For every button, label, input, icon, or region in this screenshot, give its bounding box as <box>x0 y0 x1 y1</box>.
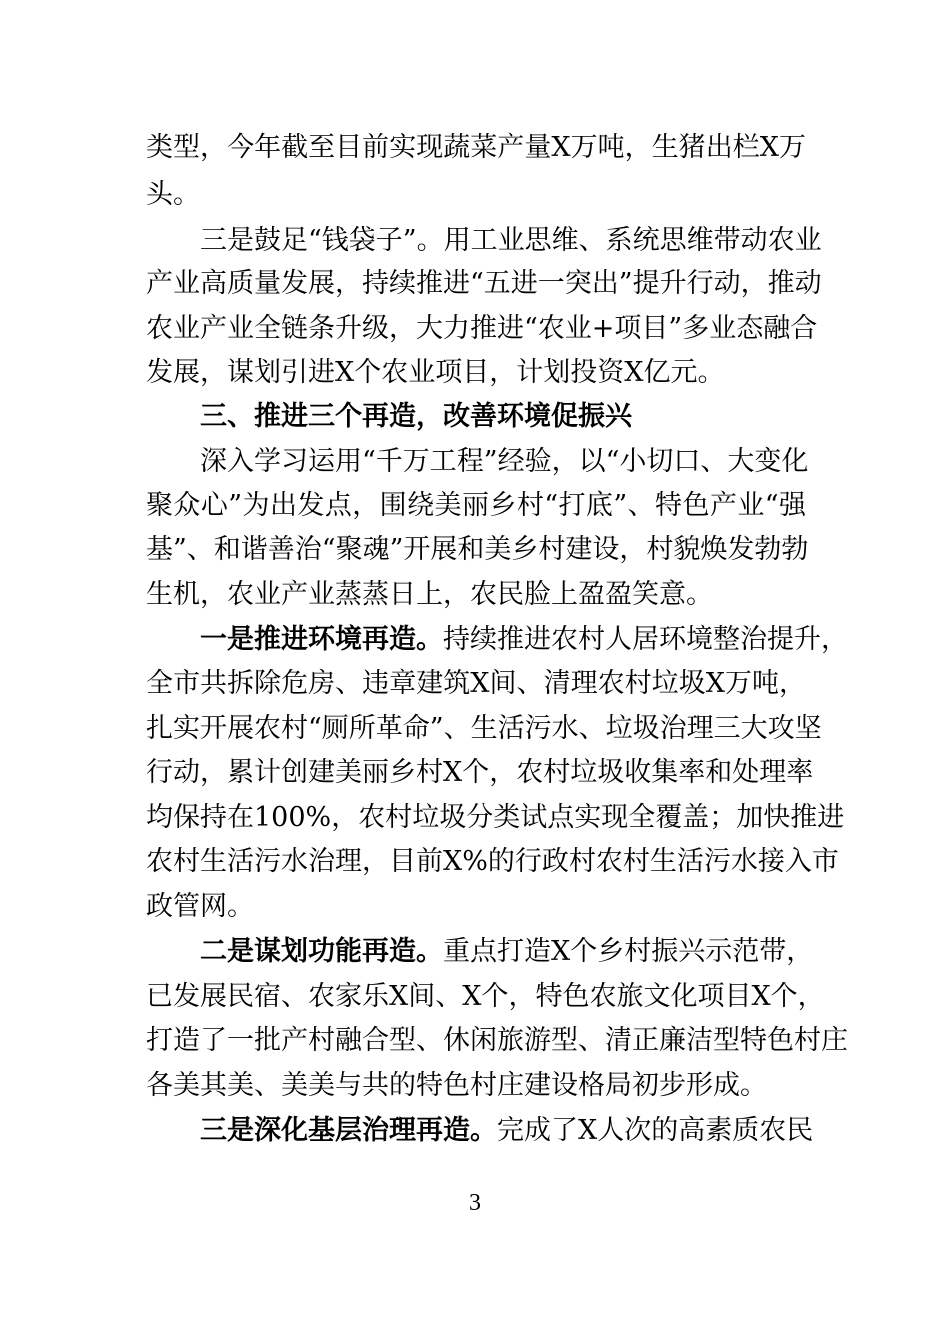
text-line: 农村生活污水治理，目前X%的行政村农村生活污水接入市 <box>146 846 839 877</box>
text-line: 深入学习运用“千万工程”经验，以“小切口、大变化 <box>200 446 809 477</box>
text-line: 各美其美、美美与共的特色村庄建设格局初步形成。 <box>146 1070 767 1101</box>
page-number: 3 <box>469 1190 481 1216</box>
text-line <box>200 935 814 969</box>
text-line: 全市共拆除危房、违章建筑X间、清理农村垃圾X万吨， <box>146 668 806 699</box>
text-line: 扎实开展农村“厕所革命”、生活污水、垃圾治理三大攻坚 <box>146 713 822 744</box>
line-text: 重点打造X个乡村振兴示范带， <box>443 936 814 967</box>
text-line: 基”、和谐善治“聚魂”开展和美乡村建设，村貌焕发勃勃 <box>146 534 809 565</box>
text-line: 三、推进三个再造，改善环境促振兴 <box>200 401 632 432</box>
bold-lead-phrase: 二是谋划功能再造。 <box>200 936 443 967</box>
text-line: 聚众心”为出发点，围绕美丽乡村“打底”、特色产业“强 <box>146 490 806 521</box>
line-text: 持续推进农村人居环境整治提升， <box>443 624 848 655</box>
text-line: 打造了一批产村融合型、休闲旅游型、清正廉洁型特色村庄 <box>146 1025 848 1056</box>
line-text: 完成了X人次的高素质农民 <box>497 1115 814 1146</box>
bold-lead-phrase: 一是推进环境再造。 <box>200 624 443 655</box>
text-line: 类型，今年截至目前实现蔬菜产量X万吨，生猪出栏X万 <box>146 132 806 163</box>
text-line: 头。 <box>146 179 200 210</box>
bold-lead-phrase: 三是深化基层治理再造。 <box>200 1115 497 1146</box>
text-line: 均保持在100%，农村垃圾分类试点实现全覆盖；加快推进 <box>146 802 845 833</box>
text-line: 三是鼓足“钱袋子”。用工业思维、系统思维带动农业 <box>200 225 822 256</box>
text-line: 产业高质量发展，持续推进“五进一突出”提升行动，推动 <box>146 268 822 299</box>
text-line: 政管网。 <box>146 891 254 922</box>
text-line <box>200 623 848 657</box>
text-line <box>200 1114 814 1148</box>
text-line: 行动，累计创建美丽乡村X个，农村垃圾收集率和处理率 <box>146 757 814 788</box>
text-line: 已发展民宿、农家乐X间、X个，特色农旅文化项目X个， <box>146 981 825 1012</box>
text-line: 生机，农业产业蒸蒸日上，农民脸上盈盈笑意。 <box>146 579 713 610</box>
text-line: 农业产业全链条升级，大力推进“农业+项目”多业态融合 <box>146 313 818 344</box>
text-line: 发展，谋划引进X个农业项目，计划投资X亿元。 <box>146 357 725 388</box>
